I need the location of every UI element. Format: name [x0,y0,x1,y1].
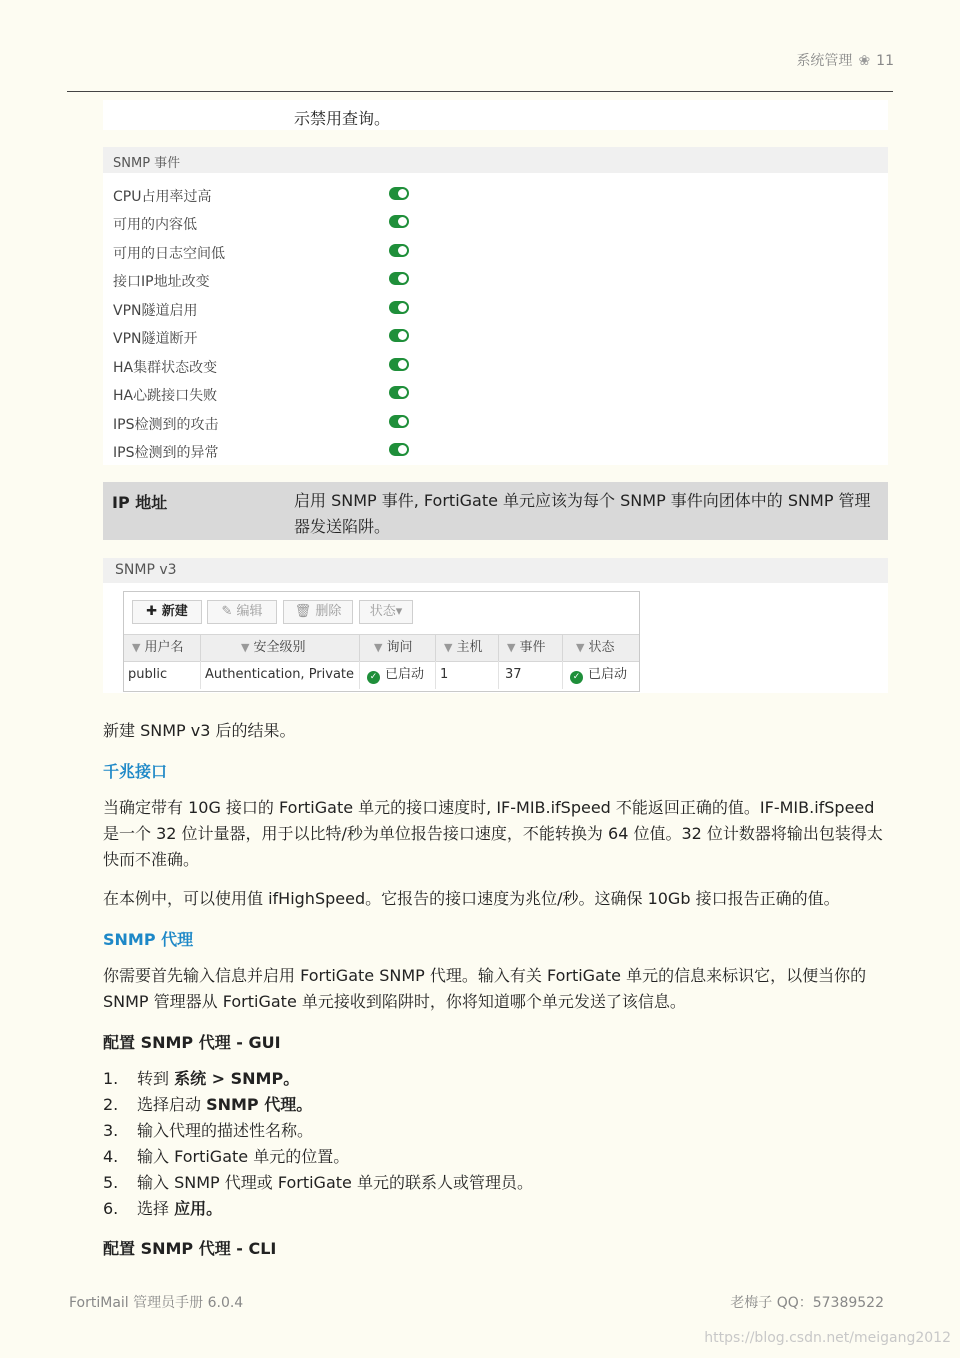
paragraph-ifhighspeed: 在本例中，可以使用值 ifHighSpeed。它报告的接口速度为兆位/秒。这确保 10Gb 接口报告正确的值。 [103,889,840,908]
status-dropdown[interactable]: 状态▾ [359,600,413,624]
heading-gui: 配置 SNMP 代理 - GUI [103,1033,281,1052]
event-toggle[interactable] [389,215,409,228]
prev-row-text: 示禁用查询。 [294,109,391,128]
event-row [103,237,888,265]
event-label: 可用的内容低 [113,217,197,233]
col-query[interactable]: ▼ 询问 [360,635,436,661]
cell-events: 37 [499,661,563,689]
event-toggle[interactable] [389,329,409,342]
event-row [103,322,888,350]
snmp-events-header [103,147,888,173]
event-row [103,379,888,407]
event-toggle[interactable] [389,358,409,371]
ip-address-value: 启用 SNMP 事件, FortiGate 单元应该为每个 SNMP 事件向团体中的 SNMP 管理器发送陷阱。 [294,491,871,536]
filter-icon: ▼ [374,641,383,654]
new-button[interactable]: ✚ 新建 [132,600,202,624]
filter-icon: ▼ [241,641,250,654]
check-circle-icon: ✓ [570,671,583,684]
col-hosts[interactable]: ▼ 主机 [436,635,499,661]
plus-icon: ✚ [146,604,162,619]
event-label: IPS检测到的异常 [113,445,219,461]
snmp-events-title: SNMP 事件 [113,156,181,171]
ip-address-key: IP 地址 [112,493,168,512]
event-toggle[interactable] [389,443,409,456]
event-row [103,208,888,236]
header-rule [67,91,893,92]
table-row[interactable] [124,661,639,689]
list-item: 6. 选择 应用。 [103,1199,223,1218]
footer-left: FortiMail 管理员手册 6.0.4 [69,1295,244,1311]
cell-hosts: 1 [436,661,499,689]
gui-steps [103,1066,893,1222]
event-row [103,436,888,464]
edit-button[interactable]: ✎ 编辑 [207,600,277,624]
col-username[interactable]: ▼ 用户名 [124,635,201,661]
event-toggle[interactable] [389,187,409,200]
event-toggle[interactable] [389,244,409,257]
header-section: 系统管理 [796,53,853,69]
event-row [103,294,888,322]
watermark: https://blog.csdn.net/meigang2012 [704,1330,951,1346]
snmp-events-panel [103,147,888,465]
list-item: 1. 转到 系统 > SNMP。 [103,1069,300,1088]
event-label: CPU占用率过高 [113,189,212,205]
event-label: VPN隧道断开 [113,331,198,347]
paragraph-agent: 你需要首先输入信息并启用 FortiGate SNMP 代理。输入有关 FortiGate 单元的信息来标识它，以便当你的 SNMP 管理器从 FortiGate 单元接收到陷阱时，你将知道哪个单元发送了该信息。 [103,966,867,1011]
event-row [103,180,888,208]
snmpv3-title: SNMP v3 [115,562,177,578]
cell-security-level: Authentication, Private [201,661,360,689]
filter-icon: ▼ [132,641,141,654]
event-toggle[interactable] [389,415,409,428]
snmpv3-panel [103,558,888,693]
event-row [103,351,888,379]
paragraph-ifspeed: 当确定带有 10G 接口的 FortiGate 单元的接口速度时, IF-MIB.ifSpeed 不能返回正确的值。IF-MIB.ifSpeed 是一个 32 位计量器，用于以比特/秒为单位报告接口速度，不能转换为 64 位值。32 位计数器将输出包装得太快而不准确。 [103,798,883,869]
list-item: 4. 输入 FortiGate 单元的位置。 [103,1147,350,1166]
event-row [103,265,888,293]
heading-gigabit: 千兆接口 [103,762,168,781]
event-label: 接口IP地址改变 [113,274,210,290]
caret-down-icon: ▾ [395,604,403,619]
col-status[interactable]: ▼ 状态 [576,640,615,655]
pencil-icon: ✎ [221,604,237,619]
snmpv3-table-frame [123,591,640,692]
page-header [796,50,894,70]
ip-address-row [103,482,888,540]
cell-status: ✓ 已启动 [563,661,639,689]
event-toggle[interactable] [389,301,409,314]
footer-right: 老梅子 QQ：57389522 [730,1295,884,1311]
event-label: IPS检测到的攻击 [113,417,219,433]
col-events[interactable]: ▼ 事件 [499,635,563,661]
event-toggle[interactable] [389,272,409,285]
event-row [103,408,888,436]
heading-snmp-agent: SNMP 代理 [103,930,194,949]
filter-icon: ▼ [576,641,585,654]
snmpv3-header [103,558,888,583]
prev-table-row [103,100,888,130]
trash-icon: 🗑 [294,604,316,619]
list-item: 2. 选择启动 SNMP 代理。 [103,1095,313,1114]
filter-icon: ▼ [444,641,453,654]
filter-icon: ▼ [507,641,516,654]
header-separator-icon: ❀ [858,53,871,69]
event-label: 可用的日志空间低 [113,246,225,262]
list-item: 3. 输入代理的描述性名称。 [103,1121,314,1140]
check-circle-icon: ✓ [367,671,380,684]
event-toggle[interactable] [389,386,409,399]
event-label: HA集群状态改变 [113,360,218,376]
event-label: HA心跳接口失败 [113,388,218,404]
cell-username: public [124,661,201,689]
table-header [124,634,639,662]
event-label: VPN隧道启用 [113,303,198,319]
list-item: 5. 输入 SNMP 代理或 FortiGate 单元的联系人或管理员。 [103,1173,533,1192]
col-security-level[interactable]: ▼ 安全级别 [201,635,360,661]
cell-query: ✓ 已启动 [360,661,436,689]
page-number: 11 [876,53,894,69]
heading-cli: 配置 SNMP 代理 - CLI [103,1239,277,1258]
delete-button[interactable]: 🗑 删除 [283,600,353,624]
caption: 新建 SNMP v3 后的结果。 [103,721,296,740]
